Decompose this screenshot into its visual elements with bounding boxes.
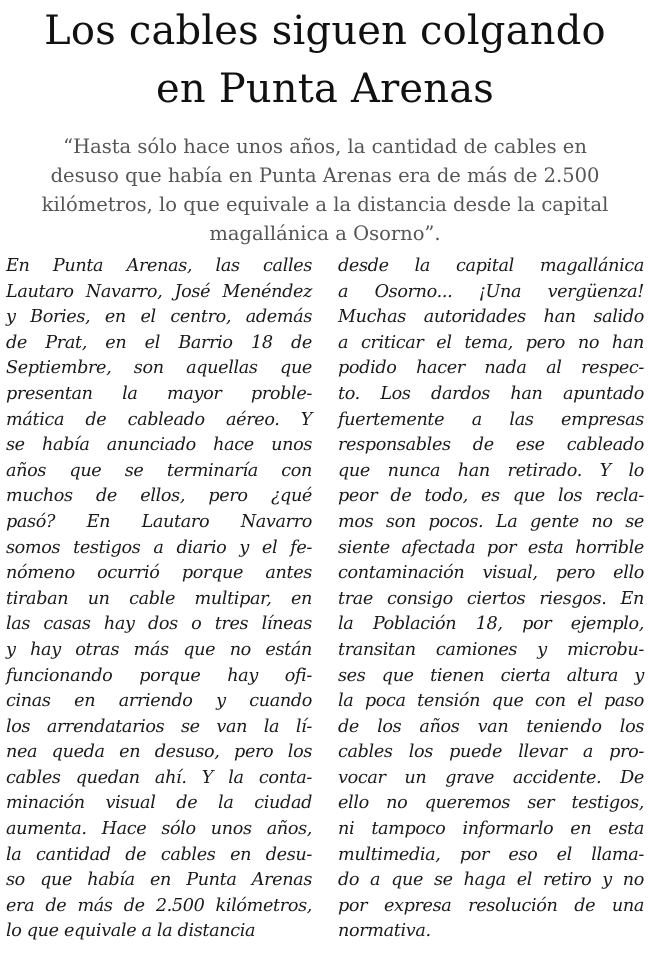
body-text-line: de los años van teniendo los xyxy=(338,716,644,737)
body-text-line: las casas hay dos o tres líneas xyxy=(6,614,312,635)
body-column-left xyxy=(6,254,312,945)
body-text-line: Septiembre, son aquellas que xyxy=(6,358,312,379)
body-text-line: por expresa resolución de una xyxy=(338,895,644,916)
body-text-line: normativa. xyxy=(338,921,431,942)
body-text-line: mática de cableado aéreo. Y xyxy=(6,409,312,430)
deck-line: desuso que había en Punta Arenas era de más de 2.500 xyxy=(50,164,600,187)
body-text-line: cables los puede llevar a pro- xyxy=(338,742,644,763)
body-column-right xyxy=(338,254,644,945)
deck-line: magallánica a Osorno”. xyxy=(209,222,441,245)
body-text-line: somos testigos a diario y el fe- xyxy=(6,537,312,558)
article-headline xyxy=(6,0,644,118)
body-text-line: to. Los dardos han apuntado xyxy=(338,383,644,404)
body-text-line: de Prat, en el Barrio 18 de xyxy=(6,332,312,353)
body-text-line: desde la capital magallánica xyxy=(338,256,644,276)
deck-line: “Hasta sólo hace unos años, la cantidad de cables en xyxy=(63,135,587,158)
body-text-line: minación visual de la ciudad xyxy=(6,793,312,814)
body-text-line: siente afectada por esta horrible xyxy=(338,537,644,558)
body-text-line: y hay otras más que no están xyxy=(6,639,312,660)
body-text-line: cables quedan ahí. Y la conta- xyxy=(6,767,312,788)
body-text-line: muchos de ellos, pero ¿qué xyxy=(6,486,312,507)
article-body xyxy=(6,254,644,945)
body-text-line: y Bories, en el centro, además xyxy=(6,307,312,328)
body-text-line: peor de todo, es que los recla- xyxy=(338,486,644,507)
body-text-line: responsables de ese cableado xyxy=(338,435,644,456)
body-text-line: vocar un grave accidente. De xyxy=(338,767,644,788)
body-text-line: la Población 18, por ejemplo, xyxy=(338,614,644,635)
body-text-line: contaminación visual, pero ello xyxy=(338,563,644,584)
body-text-line: fuertemente a las empresas xyxy=(338,409,644,430)
body-text-line: podido hacer nada al respec- xyxy=(338,358,644,379)
body-text-line: En Punta Arenas, las calles xyxy=(6,256,312,276)
headline-line: Los cables siguen colgando xyxy=(44,8,606,54)
body-text-line: cinas en arriendo y cuando xyxy=(6,691,312,712)
body-text-line: nea queda en desuso, pero los xyxy=(6,742,312,763)
body-text-line: transitan camiones y microbu- xyxy=(338,639,644,660)
headline-line: en Punta Arenas xyxy=(155,66,495,112)
body-text-line: nómeno ocurrió porque antes xyxy=(6,563,312,584)
body-text-line: la poca tensión que con el paso xyxy=(338,691,644,712)
body-text-line: funcionando porque hay ofi- xyxy=(6,665,312,686)
body-text-line: tiraban un cable multipar, en xyxy=(6,588,312,609)
body-text-line: pasó? En Lautaro Navarro xyxy=(6,511,312,532)
body-text-line: lo que equivale a la distancia xyxy=(6,921,256,942)
body-text-line: ni tampoco informarlo en esta xyxy=(338,819,644,840)
body-text-line: que nunca han retirado. Y lo xyxy=(338,460,644,481)
body-text-line: a Osorno... ¡Una vergüenza! xyxy=(338,281,644,302)
body-text-line: Lautaro Navarro, José Menéndez xyxy=(6,281,312,302)
body-text-line: so que había en Punta Arenas xyxy=(6,870,312,891)
body-text-line: do a que se haga el retiro y no xyxy=(338,870,644,891)
body-text-line: ses que tienen cierta altura y xyxy=(338,665,644,686)
body-text-line: Muchas autoridades han salido xyxy=(338,307,644,328)
body-text-line: era de más de 2.500 kilómetros, xyxy=(6,895,312,916)
body-text-line: aumenta. Hace sólo unos años, xyxy=(6,819,312,840)
body-text-line: trae consigo ciertos riesgos. En xyxy=(338,588,644,609)
body-text-line: años que se terminaría con xyxy=(6,460,312,481)
deck-line: kilómetros, lo que equivale a la distancia desde la capital xyxy=(41,193,609,216)
article-deck-quote xyxy=(16,132,634,248)
body-text-line: multimedia, por eso el llama- xyxy=(338,844,644,865)
body-text-line: se había anunciado hace unos xyxy=(6,435,312,456)
body-text-line: presentan la mayor proble- xyxy=(6,383,312,404)
body-text-line: a criticar el tema, pero no han xyxy=(338,332,644,353)
body-text-line: la cantidad de cables en desu- xyxy=(6,844,312,865)
body-text-line: los arrendatarios se van la lí- xyxy=(6,716,312,737)
body-text-line: mos son pocos. La gente no se xyxy=(338,511,644,532)
body-text-line: ello no queremos ser testigos, xyxy=(338,793,644,814)
